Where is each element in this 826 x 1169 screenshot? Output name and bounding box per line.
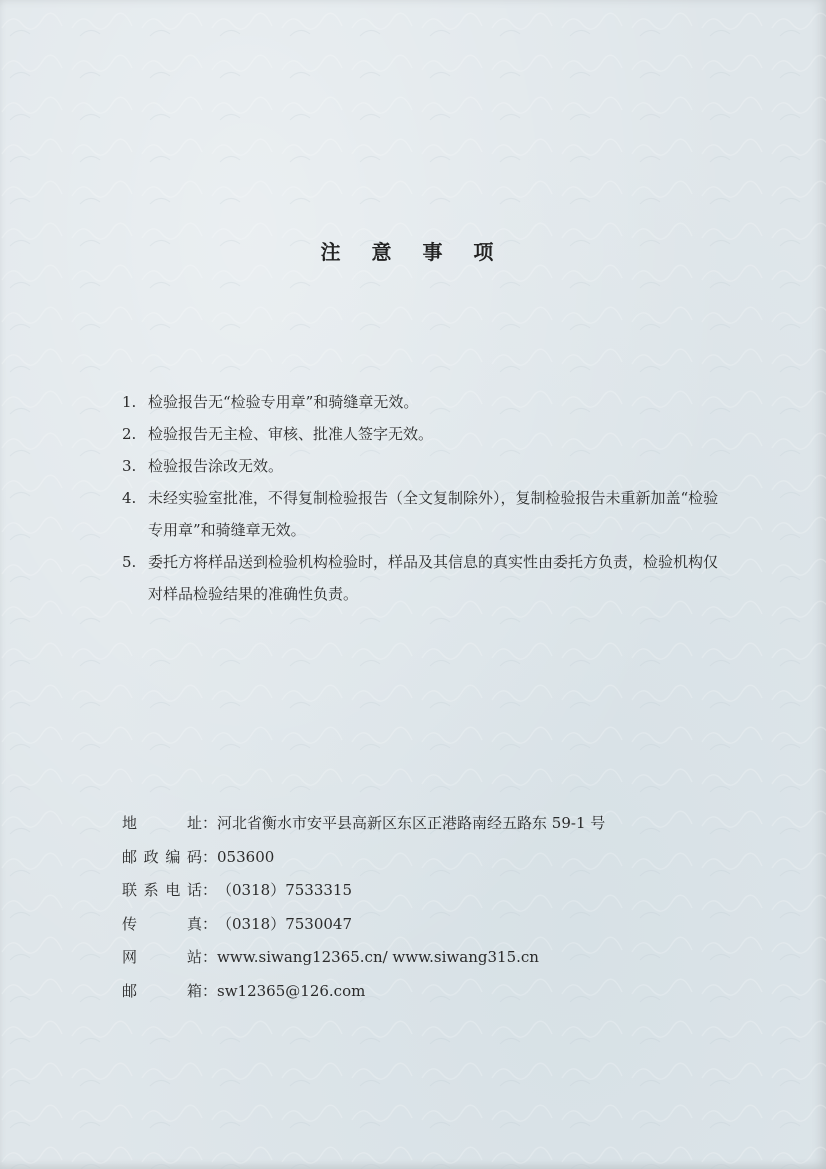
contact-row-postcode: 邮政编码：053600 [122, 842, 742, 876]
contact-row-website: 网 站：www.siwang12365.cn/ www.siwang315.cn [122, 942, 742, 976]
list-item [122, 450, 722, 482]
notice-list [122, 386, 722, 610]
list-item [122, 546, 722, 610]
phone-label: 联系电话 [122, 881, 202, 899]
item-text: 未经实验室批准，不得复制检验报告（全文复制除外），复制检验报告未重新加盖“检验专用章”和骑缝章无效。 [148, 489, 719, 539]
postcode-label: 邮政编码 [122, 847, 202, 866]
item-number: 1. [122, 393, 137, 411]
phone-value: （0318）7533315 [217, 881, 352, 899]
item-number: 2. [122, 425, 137, 443]
item-number: 5. [122, 553, 137, 571]
website-label: 网 站 [122, 948, 202, 966]
list-item [122, 482, 722, 546]
contact-row-phone: 联系电话：（0318）7533315 [122, 875, 742, 909]
email-label: 邮 箱 [122, 981, 202, 1000]
item-number: 3. [122, 457, 137, 475]
address-value: 河北省衡水市安平县高新区东区正港路南经五路东 59-1 号 [217, 814, 606, 832]
item-number: 4. [122, 489, 137, 507]
list-item [122, 386, 722, 418]
contact-row-email: 邮 箱：sw12365@126.com [122, 976, 742, 1010]
contact-info [122, 808, 742, 1009]
postcode-value: 053600 [217, 847, 275, 866]
fax-value: （0318）7530047 [217, 914, 352, 933]
item-text: 委托方将样品送到检验机构检验时，样品及其信息的真实性由委托方负责，检验机构仅对样品检验结果的准确性负责。 [148, 553, 719, 603]
fax-label: 传 真 [122, 914, 202, 933]
item-text: 检验报告无“检验专用章”和骑缝章无效。 [148, 393, 419, 411]
website-value: www.siwang12365.cn/ www.siwang315.cn [217, 948, 539, 966]
address-label: 地 址 [122, 814, 202, 832]
item-text: 检验报告涂改无效。 [148, 457, 284, 475]
contact-row-address: 地 址：河北省衡水市安平县高新区东区正港路南经五路东 59-1 号 [122, 808, 742, 842]
email-value: sw12365@126.com [217, 981, 366, 1000]
page-title: 注 意 事 项 [320, 240, 506, 264]
list-item [122, 418, 722, 450]
item-text: 检验报告无主检、审核、批准人签字无效。 [148, 425, 434, 443]
contact-row-fax: 传 真：（0318）7530047 [122, 909, 742, 943]
